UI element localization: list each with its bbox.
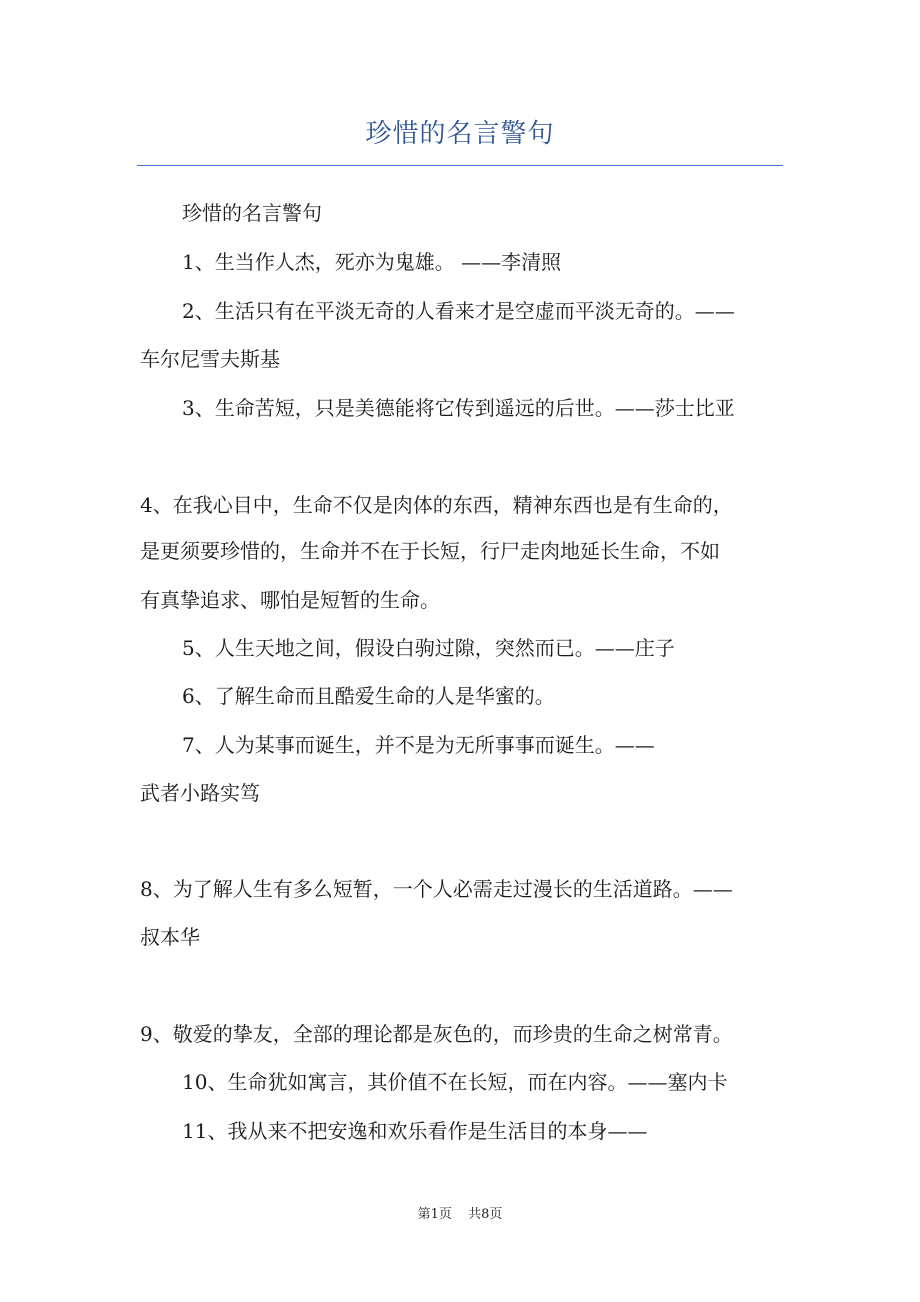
- body-line: 2、生活只有在平淡无奇的人看来才是空虚而平淡无奇的。——: [182, 299, 735, 323]
- body-line: 车尔尼雪夫斯基: [140, 347, 280, 371]
- body-line: 11、我从来不把安逸和欢乐看作是生活目的本身——: [182, 1119, 648, 1143]
- page-footer: [0, 1205, 920, 1225]
- body-line: 武者小路实笃: [140, 781, 260, 805]
- body-line: 1、生当作人杰，死亦为鬼雄。 ——李清照: [182, 250, 562, 274]
- page-total: 共8页: [468, 1207, 503, 1222]
- body-line: 9、敬爱的挚友，全部的理论都是灰色的，而珍贵的生命之树常青。: [140, 1022, 733, 1046]
- body-line: 有真挚追求、哪怕是短暂的生命。: [140, 588, 440, 612]
- body-line: 叔本华: [140, 925, 200, 949]
- document-title: 珍惜的名言警句: [365, 119, 555, 149]
- body-line: 7、人为某事而诞生，并不是为无所事事而诞生。——: [182, 733, 655, 757]
- body-line: 3、生命苦短，只是美德能将它传到遥远的后世。——莎士比亚: [182, 396, 735, 420]
- body-line: 是更须要珍惜的，生命并不在于长短，行尸走肉地延长生命，不如: [140, 539, 720, 563]
- body-line: 10、生命犹如寓言，其价值不在长短，而在内容。——塞内卡: [182, 1070, 728, 1094]
- body-line: 8、为了解人生有多么短暂，一个人必需走过漫长的生活道路。——: [140, 877, 733, 901]
- title-divider: [137, 165, 783, 166]
- body-line: 4、在我心目中，生命不仅是肉体的东西，精神东西也是有生命的，: [140, 493, 733, 517]
- body-line: 6、了解生命而且酷爱生命的人是华蜜的。: [182, 684, 555, 708]
- body-line: 5、人生天地之间，假设白驹过隙，突然而已。——庄子: [182, 636, 675, 660]
- body-line: 珍惜的名言警句: [182, 201, 322, 225]
- page-number: 第1页: [417, 1207, 452, 1222]
